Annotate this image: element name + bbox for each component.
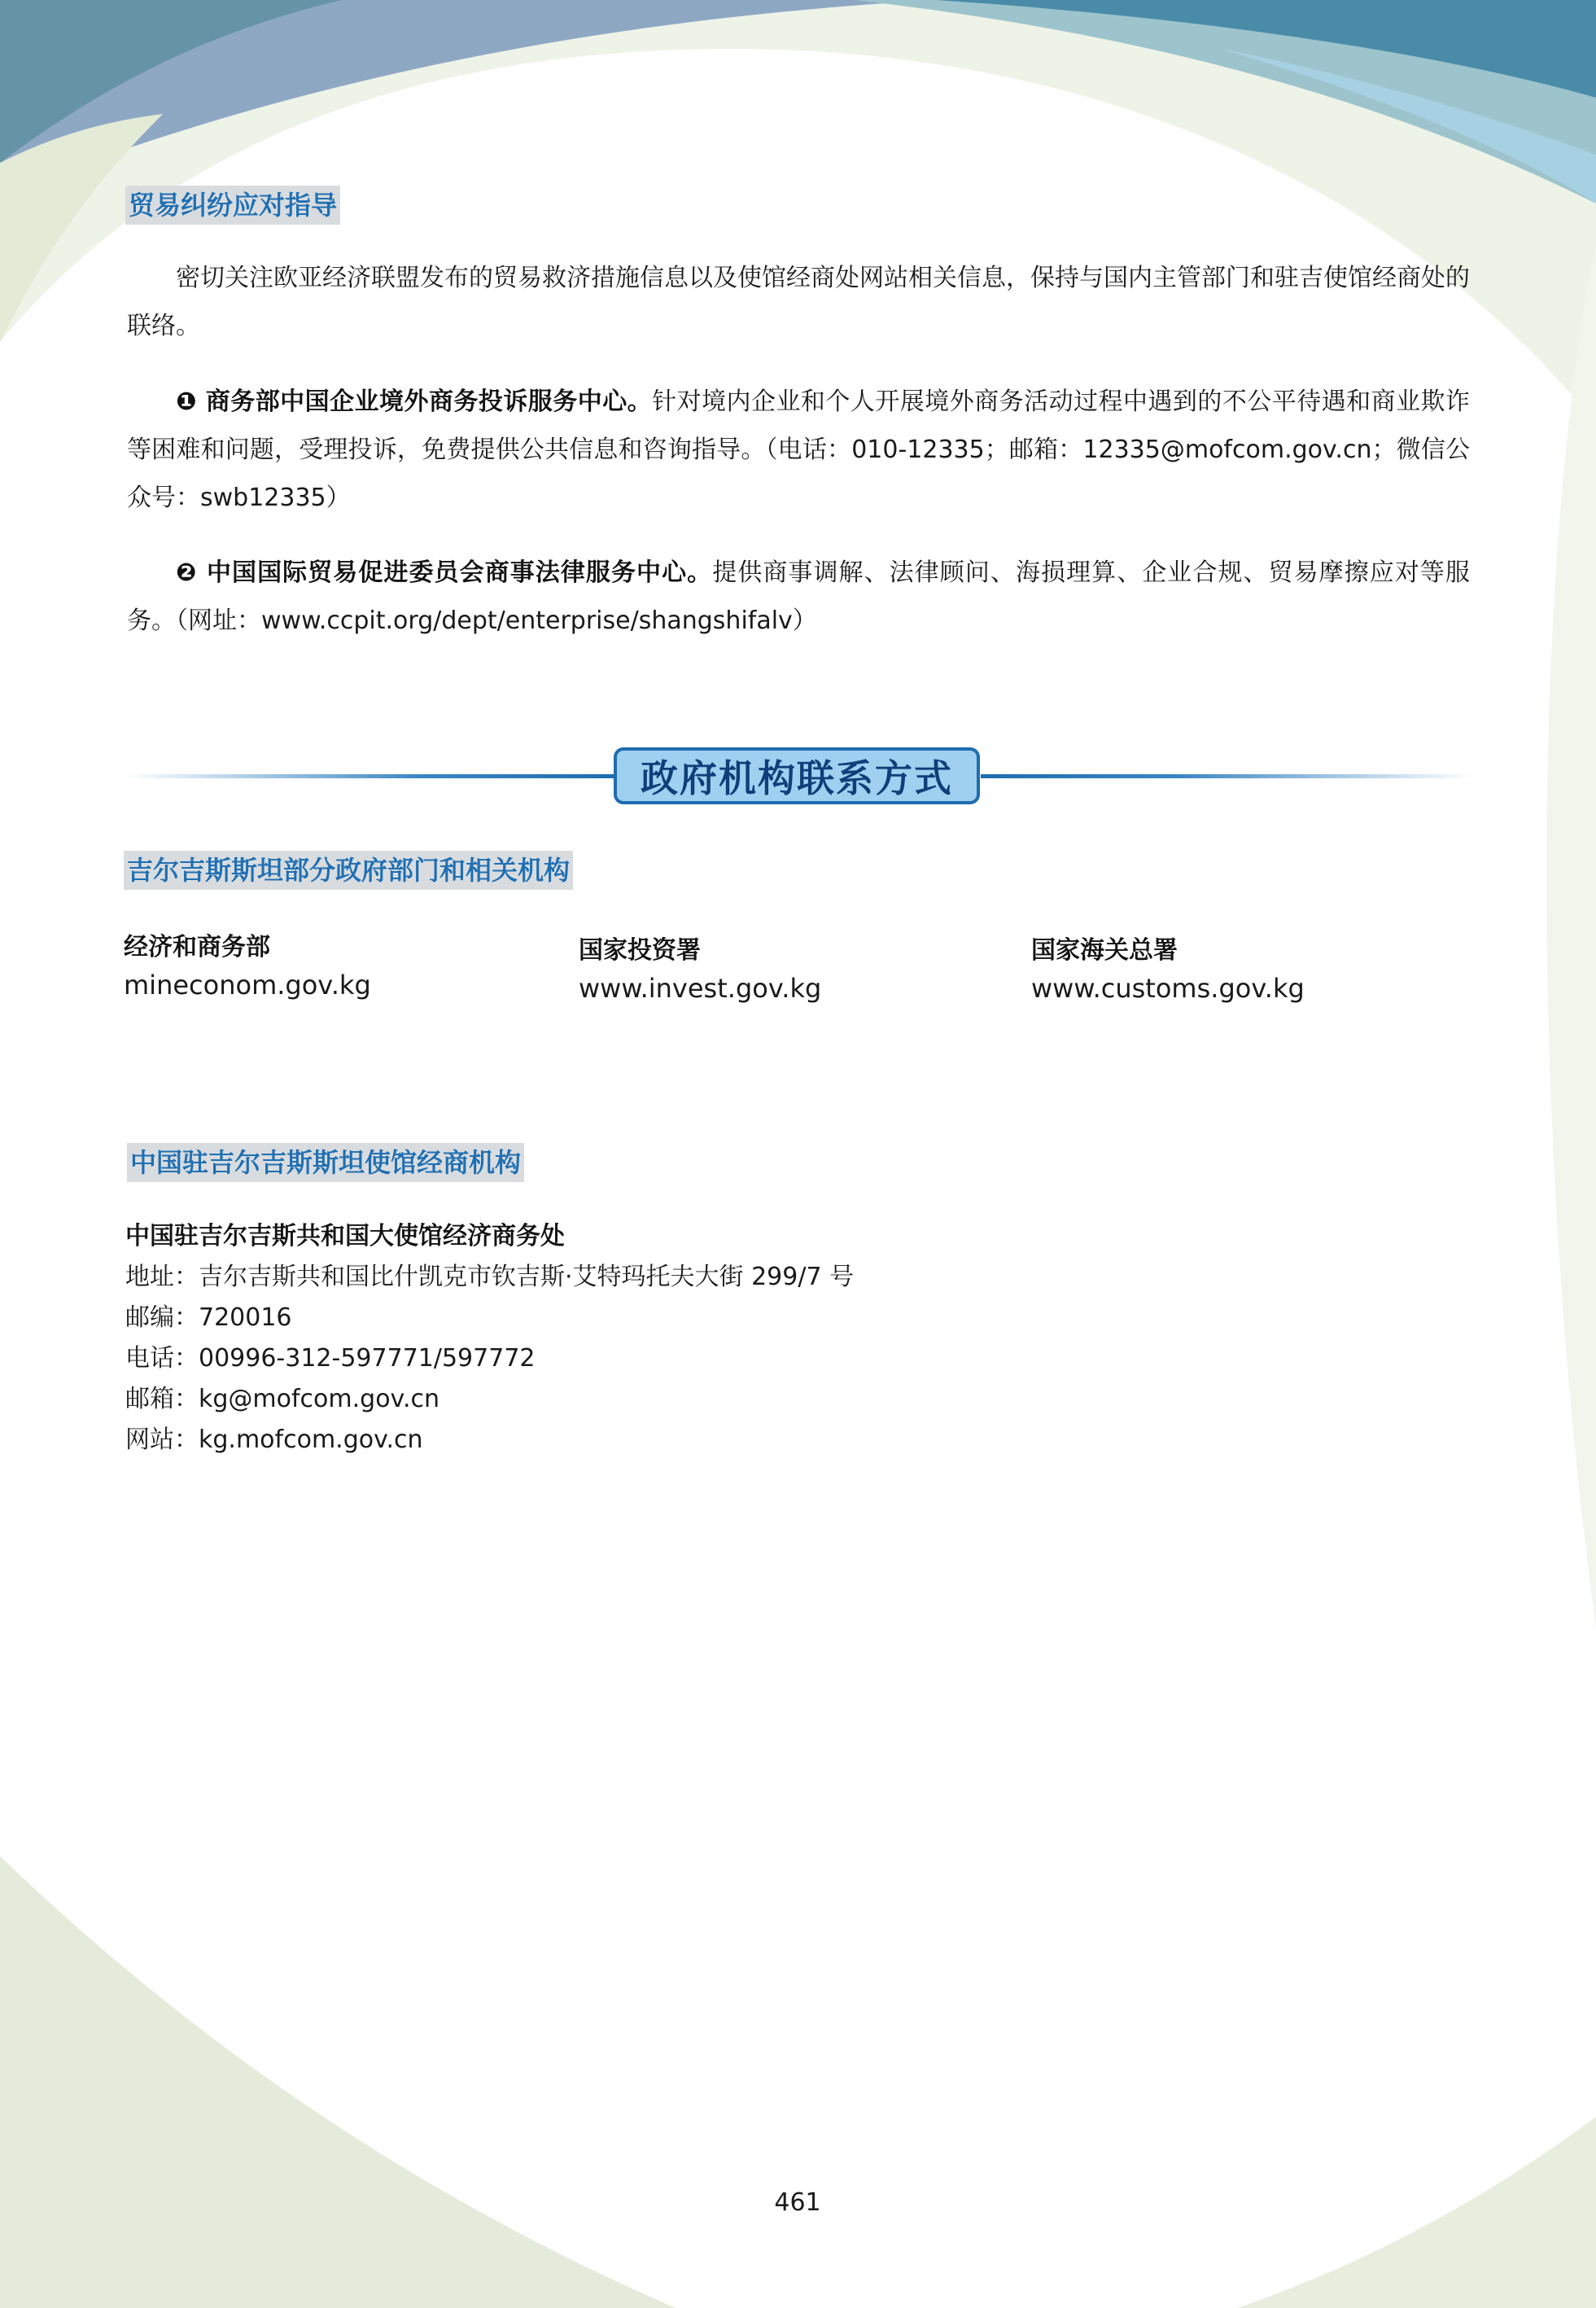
ccpit-text: 提供商事调解、法律顾问、海损理算、企业合规、贸易摩擦应对等服务。（网址：www.ccpit.org/dept/enterprise/shangshifalv） [127, 558, 1470, 635]
agency-website: www.customs.gov.kg [1031, 973, 1305, 1004]
office-postcode: 邮编：720016 [125, 1303, 292, 1332]
agency-website: www.invest.gov.kg [579, 973, 822, 1004]
embassy-contact-block [125, 1216, 854, 1461]
office-email: 邮箱：kg@mofcom.gov.cn [125, 1385, 440, 1413]
complaint-center-text: 针对境内企业和个人开展境外商务活动过程中遇到的不公平待遇和商业欺诈等困难和问题，受理投诉，免费提供公共信息和咨询指导。（电话：010-12335；邮箱：12335@mofcom.gov.cn；微信公众号：swb12335） [127, 388, 1470, 512]
office-phone: 电话：00996-312-597771/597772 [125, 1344, 536, 1373]
section-heading-gov-agencies: 吉尔吉斯斯坦部分政府部门和相关机构 [124, 851, 573, 890]
complaint-center-title: ❶ 商务部中国企业境外商务投诉服务中心。 [176, 388, 653, 416]
agency-name: 国家海关总署 [1031, 936, 1178, 965]
agency-name: 经济和商务部 [124, 933, 270, 961]
office-address: 地址：吉尔吉斯共和国比什凯克市钦吉斯·艾特玛托夫大街 299/7 号 [125, 1263, 855, 1291]
agency-website: mineconom.gov.kg [124, 970, 371, 1001]
intro-paragraph: 密切关注欧亚经济联盟发布的贸易救济措施信息以及使馆经商处网站相关信息，保持与国内主管部门和驻吉使馆经商处的联络。 [127, 264, 1470, 340]
page-number: 461 [774, 2188, 821, 2217]
agency-name: 国家投资署 [579, 936, 701, 965]
banner-title: 政府机构联系方式 [614, 747, 980, 804]
office-name: 中国驻吉尔吉斯共和国大使馆经济商务处 [125, 1222, 565, 1250]
banner-divider-left [127, 774, 615, 778]
ccpit-paragraph [127, 549, 1470, 645]
section-heading-trade-dispute: 贸易纠纷应对指导 [125, 186, 340, 225]
section-heading-embassy: 中国驻吉尔吉斯斯坦使馆经商机构 [127, 1143, 524, 1182]
ccpit-title: ❷ 中国国际贸易促进委员会商事法律服务中心。 [176, 558, 713, 587]
agency-customs [1031, 933, 1305, 1008]
complaint-center-paragraph [127, 378, 1470, 522]
agency-economy-ministry [124, 930, 371, 1005]
office-website: 网站：kg.mofcom.gov.cn [125, 1426, 423, 1454]
banner-divider-right [981, 774, 1473, 778]
agency-investment [579, 933, 821, 1008]
